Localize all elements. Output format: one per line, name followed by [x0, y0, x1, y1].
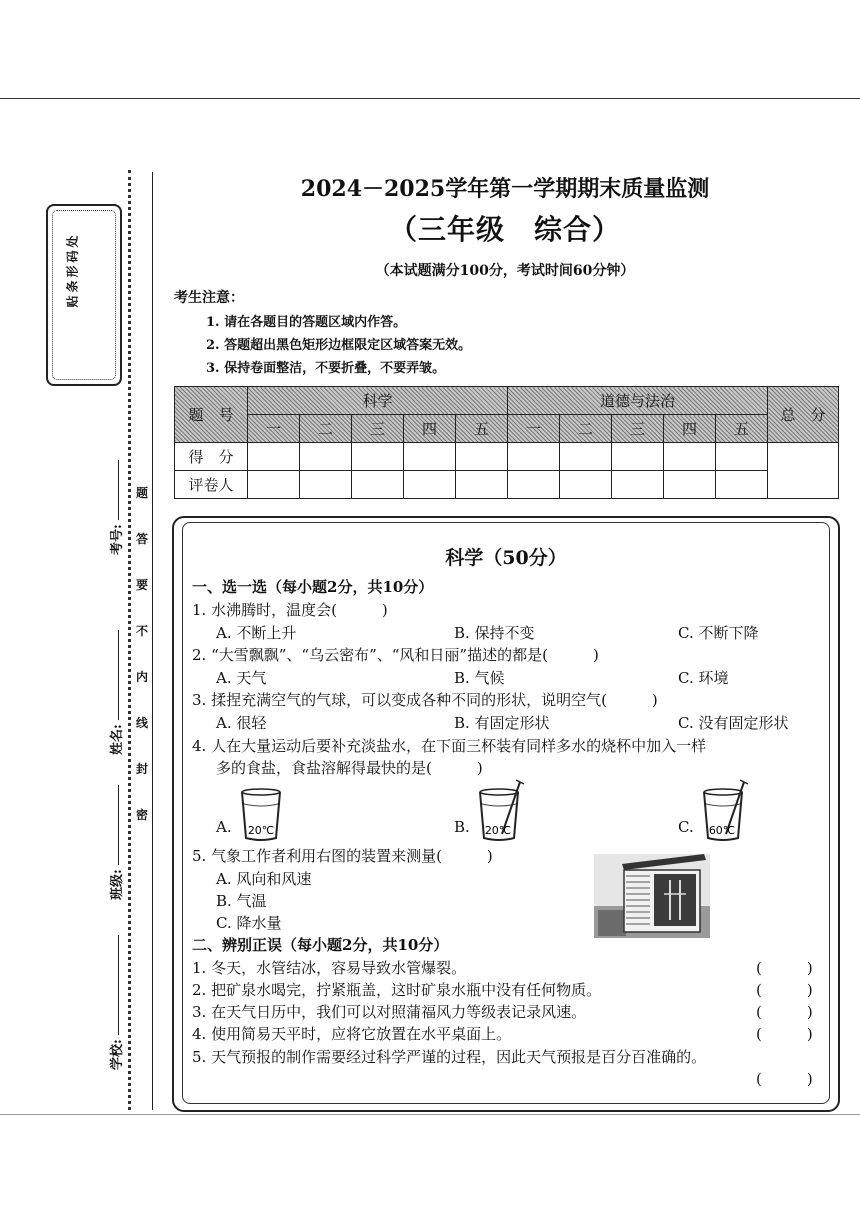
judge-item: 4. 使用简易天平时，应将它放置在水平桌面上。	[192, 1025, 512, 1043]
seal-char: 不	[136, 624, 149, 638]
score-cell[interactable]	[560, 443, 612, 471]
judge-item: 5. 天气预报的制作需要经过科学严谨的过程，因此天气预报是百分百准确的。	[192, 1048, 707, 1066]
grader-cell[interactable]	[248, 471, 300, 499]
grader-cell[interactable]	[716, 471, 768, 499]
class-label: 班级:	[110, 869, 125, 900]
col-number: 一	[248, 415, 300, 443]
grader-cell[interactable]	[404, 471, 456, 499]
score-row-label: 得 分	[175, 443, 248, 471]
q5-text: 5. 气象工作者利用右图的装置来测量( )	[192, 847, 493, 865]
exam-subtitle: （三年级 综合）	[388, 213, 621, 246]
col-number: 一	[508, 415, 560, 443]
q4-option-b[interactable]: B.	[454, 818, 470, 836]
judge-item: 2. 把矿泉水喝完，拧紧瓶盖，这时矿泉水瓶中没有任何物质。	[192, 981, 602, 999]
q2-text: 2. “大雪飘飘”、“乌云密布”、“风和日丽”描述的都是( )	[192, 646, 599, 664]
col-number: 四	[404, 415, 456, 443]
seal-char: 密	[136, 808, 149, 822]
grader-cell[interactable]	[560, 471, 612, 499]
bottom-border-line	[0, 1114, 860, 1115]
col-number: 五	[456, 415, 508, 443]
col-number: 二	[300, 415, 352, 443]
q4-text-line1: 4. 人在大量运动后要补充淡盐水，在下面三杯装有同样多水的烧杯中加入一样	[192, 737, 707, 755]
q5-option-b[interactable]: B. 气温	[216, 892, 267, 910]
notice-heading: 考生注意：	[174, 290, 244, 306]
col-number: 四	[664, 415, 716, 443]
q1-text: 1. 水沸腾时，温度会( )	[192, 601, 388, 619]
seal-char: 题	[136, 486, 149, 500]
q4-option-a[interactable]: A.	[216, 818, 232, 836]
q3-option-a[interactable]: A. 很轻	[216, 714, 267, 732]
notice-item: 3. 保持卷面整洁，不要折叠，不要弄皱。	[206, 361, 446, 376]
seal-char: 内	[136, 670, 149, 684]
seal-char: 封	[136, 762, 149, 776]
grader-cell[interactable]	[456, 471, 508, 499]
q5-option-c[interactable]: C. 降水量	[216, 914, 282, 932]
score-cell[interactable]	[248, 443, 300, 471]
col-number: 三	[612, 415, 664, 443]
barcode-label: 贴条形码处	[65, 232, 80, 308]
temp-label: 20℃	[247, 824, 275, 837]
q1-option-a[interactable]: A. 不断上升	[216, 624, 297, 642]
name-label: 姓名:	[110, 724, 125, 755]
q3-option-c[interactable]: C. 没有固定形状	[678, 714, 789, 732]
exam-info: （本试题满分100分，考试时间60分钟）	[375, 263, 635, 279]
score-cell[interactable]	[404, 443, 456, 471]
notice-item: 1. 请在各题目的答题区域内作答。	[206, 315, 407, 330]
beaker-with-stirrer-icon	[476, 778, 532, 844]
q4-option-c[interactable]: C.	[678, 818, 694, 836]
q3-option-b[interactable]: B. 有固定形状	[454, 714, 550, 732]
morality-header: 道德与法治	[508, 387, 768, 415]
score-cell[interactable]	[508, 443, 560, 471]
answer-paren[interactable]: ( )	[756, 1070, 813, 1088]
grader-cell[interactable]	[352, 471, 404, 499]
name-field[interactable]	[106, 724, 125, 755]
q3-text: 3. 揉捏充满空气的气球，可以变成各种不同的形状，说明空气( )	[192, 691, 658, 709]
temp-label: 60℃	[708, 824, 736, 837]
score-table	[174, 386, 839, 499]
col-number: 二	[560, 415, 612, 443]
q5-option-a[interactable]: A. 风向和风速	[216, 870, 312, 888]
part2-title: 二、辨别正误（每小题2分，共10分）	[192, 936, 449, 954]
col-number: 五	[716, 415, 768, 443]
notice-item: 2. 答题超出黑色矩形边框限定区域答案无效。	[206, 338, 472, 353]
score-cell[interactable]	[300, 443, 352, 471]
grader-row-label: 评卷人	[175, 471, 248, 499]
seal-char: 要	[136, 578, 149, 592]
margin-line	[152, 172, 153, 1110]
grader-cell[interactable]	[300, 471, 352, 499]
col-number: 三	[352, 415, 404, 443]
exam-title: 2024－2025学年第一学期期末质量监测	[300, 176, 710, 202]
grader-cell[interactable]	[664, 471, 716, 499]
q2-option-c[interactable]: C. 环境	[678, 669, 729, 687]
answer-paren[interactable]: ( )	[756, 1025, 813, 1043]
q1-option-c[interactable]: C. 不断下降	[678, 624, 759, 642]
school-label: 学校:	[110, 1039, 125, 1070]
exam-number-label: 考号:	[110, 524, 125, 555]
beaker-with-stirrer-icon	[700, 778, 756, 844]
q4-text-line2: 多的食盐，食盐溶解得最快的是( )	[216, 759, 483, 777]
temp-label: 20℃	[484, 824, 512, 837]
score-cell[interactable]	[664, 443, 716, 471]
score-cell[interactable]	[456, 443, 508, 471]
weather-box-image	[594, 854, 710, 938]
seal-char: 答	[136, 532, 149, 546]
top-border-line	[0, 98, 860, 99]
q2-option-b[interactable]: B. 气候	[454, 669, 505, 687]
score-cell[interactable]	[612, 443, 664, 471]
seal-char: 线	[136, 716, 149, 730]
score-cell[interactable]	[352, 443, 404, 471]
q2-option-a[interactable]: A. 天气	[216, 669, 267, 687]
section-title: 科学（50分）	[445, 547, 567, 569]
beaker-icon	[238, 786, 284, 844]
question-no-header: 题 号	[175, 387, 248, 443]
answer-paren[interactable]: ( )	[756, 1003, 813, 1021]
total-header: 总 分	[768, 387, 839, 443]
grader-cell[interactable]	[612, 471, 664, 499]
school-field[interactable]	[106, 1039, 125, 1070]
judge-item: 3. 在天气日历中，我们可以对照蒲福风力等级表记录风速。	[192, 1003, 587, 1021]
q1-option-b[interactable]: B. 保持不变	[454, 624, 535, 642]
part1-title: 一、选一选（每小题2分，共10分）	[192, 578, 434, 596]
barcode-area	[46, 204, 122, 386]
exam-number-field[interactable]	[106, 524, 125, 555]
answer-paren[interactable]: ( )	[756, 981, 813, 999]
seal-dotted-line	[128, 170, 131, 1110]
score-cell[interactable]	[716, 443, 768, 471]
science-header: 科学	[248, 387, 508, 415]
grader-cell[interactable]	[508, 471, 560, 499]
class-field[interactable]	[106, 869, 125, 900]
answer-paren[interactable]: ( )	[756, 959, 813, 977]
total-score-cell[interactable]	[768, 443, 839, 499]
judge-item: 1. 冬天，水管结冰，容易导致水管爆裂。	[192, 959, 467, 977]
